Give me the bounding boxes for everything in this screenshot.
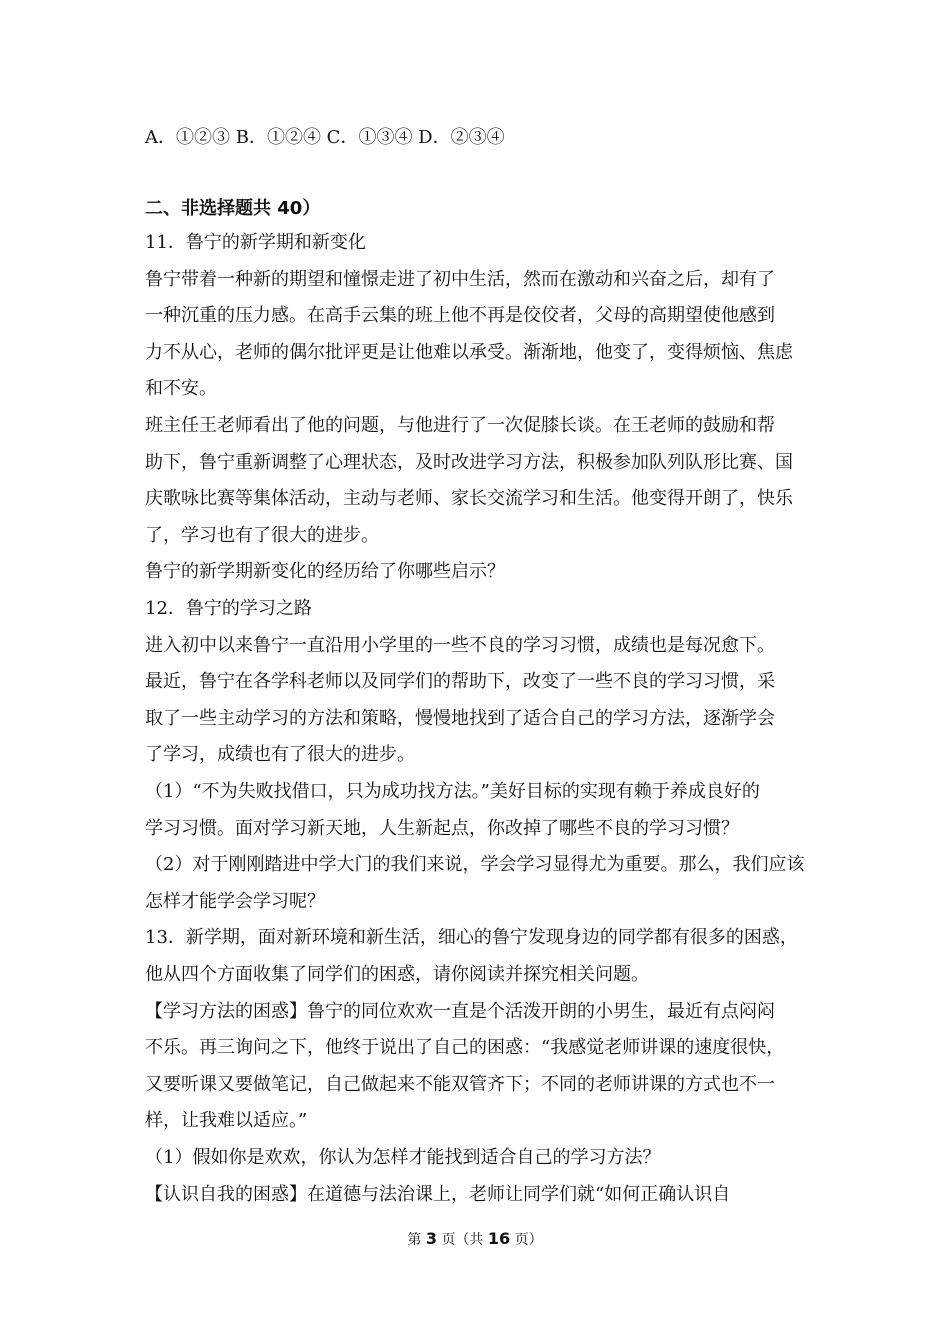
text-line: 鲁宁带着一种新的期望和憧憬走进了初中生活，然而在激动和兴奋之后，却有了 xyxy=(145,269,775,290)
text-line: 最近，鲁宁在各学科老师以及同学们的帮助下，改变了一些不良的学习习惯，采 xyxy=(145,671,775,692)
answer-options: A．①②③ B．①②④ C．①③④ D．②③④ xyxy=(145,127,505,148)
footer-prefix: 第 xyxy=(407,1232,422,1248)
text-line: （1）“不为失败找借口，只为成功找方法。”美好目标的实现有赖于养成良好的 xyxy=(145,781,760,802)
section-title: 二、非选择题共 40） xyxy=(145,198,321,219)
text-line: 不乐。再三询问之下，他终于说出了自己的困惑：“我感觉老师讲课的速度很快， xyxy=(145,1037,785,1058)
text-line: 怎样才能学会学习呢？ xyxy=(145,891,325,912)
text-line: （2）对于刚刚踏进中学大门的我们来说，学会学习显得尤为重要。那么，我们应该 xyxy=(145,854,805,875)
text-line: 班主任王老师看出了他的问题，与他进行了一次促膝长谈。在王老师的鼓励和帮 xyxy=(145,415,775,436)
text-line: 又要听课又要做笔记，自己做起来不能双管齐下；不同的老师讲课的方式也不一 xyxy=(145,1074,775,1095)
text-line: 一种沉重的压力感。在高手云集的班上他不再是佼佼者，父母的高期望使他感到 xyxy=(145,305,775,326)
text-line: 取了一些主动学习的方法和策略，慢慢地找到了适合自己的学习方法，逐渐学会 xyxy=(145,708,775,729)
text-line: 【认识自我的困惑】在道德与法治课上，老师让同学们就“如何正确认识自 xyxy=(145,1184,731,1205)
text-line: 13．新学期，面对新环境和新生活，细心的鲁宁发现身边的同学都有很多的困惑， xyxy=(145,927,798,948)
text-line: 和不安。 xyxy=(145,378,217,399)
text-line: 鲁宁的新学期新变化的经历给了你哪些启示？ xyxy=(145,561,505,582)
text-line: 样，让我难以适应。” xyxy=(145,1110,308,1131)
text-line: 进入初中以来鲁宁一直沿用小学里的一些不良的学习习惯，成绩也是每况愈下。 xyxy=(145,635,775,656)
text-line: 学习习惯。面对学习新天地，人生新起点，你改掉了哪些不良的学习习惯？ xyxy=(145,818,739,839)
text-line: 他从四个方面收集了同学们的困惑，请你阅读并探究相关问题。 xyxy=(145,964,649,985)
text-line: 【学习方法的困惑】鲁宁的同位欢欢一直是个活泼开朗的小男生，最近有点闷闷 xyxy=(145,1001,775,1022)
text-line: 了学习，成绩也有了很大的进步。 xyxy=(145,744,415,765)
footer-suffix: 页） xyxy=(514,1232,543,1248)
text-line: 庆歌咏比赛等集体活动，主动与老师、家长交流学习和生活。他变得开朗了，快乐 xyxy=(145,488,793,509)
text-line: 12．鲁宁的学习之路 xyxy=(145,598,312,619)
text-line: 了，学习也有了很大的进步。 xyxy=(145,525,379,546)
text-line: （1）假如你是欢欢，你认为怎样才能找到适合自己的学习方法？ xyxy=(145,1147,661,1168)
footer-middle: 页（共 xyxy=(441,1232,484,1248)
text-line: 力不从心，老师的偶尔批评更是让他难以承受。渐渐地，他变了，变得烦恼、焦虑 xyxy=(145,342,793,363)
text-line: 11．鲁宁的新学期和新变化 xyxy=(145,232,366,253)
footer-total-pages: 16 xyxy=(487,1229,511,1248)
footer-page-number: 3 xyxy=(425,1229,437,1248)
page-footer xyxy=(0,1230,950,1249)
text-line: 助下，鲁宁重新调整了心理状态，及时改进学习方法，积极参加队列队形比赛、国 xyxy=(145,452,793,473)
